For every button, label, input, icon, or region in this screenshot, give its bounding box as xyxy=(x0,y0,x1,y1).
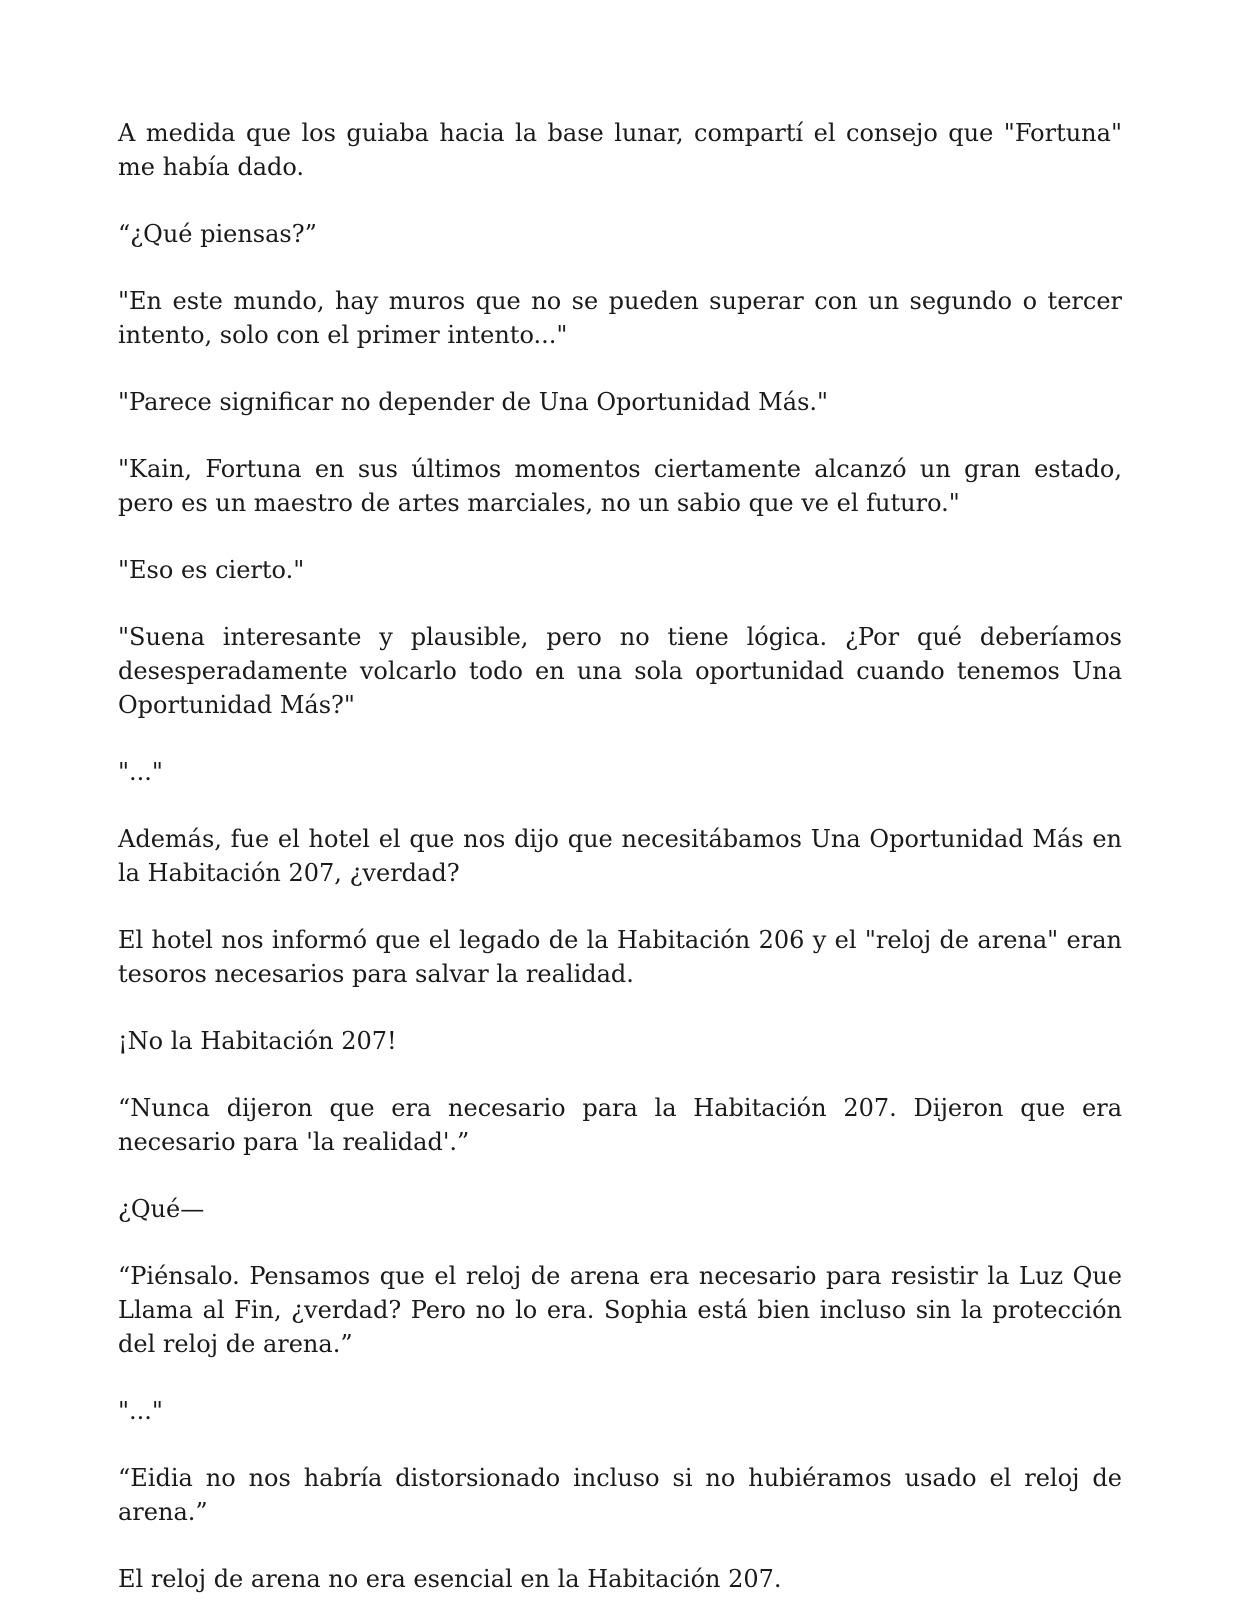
paragraph: "En este mundo, hay muros que no se pueden superar con un segundo o tercer intento, solo con el primer intento..." xyxy=(118,287,1122,349)
paragraph: "Parece significar no depender de Una Oportunidad Más." xyxy=(118,388,829,416)
paragraph: "Kain, Fortuna en sus últimos momentos ciertamente alcanzó un gran estado, pero es un maestro de artes marciales, no un sabio que ve el futuro." xyxy=(118,455,1122,517)
paragraph: A medida que los guiaba hacia la base lunar, compartí el consejo que "Fortuna" me había dado. xyxy=(118,119,1122,181)
paragraph: "..." xyxy=(118,1397,163,1425)
paragraph: "Suena interesante y plausible, pero no tiene lógica. ¿Por qué deberíamos desesperadamente volcarlo todo en una sola oportunidad cuando tenemos Una Oportunidad Más?" xyxy=(118,623,1122,719)
paragraph: "Eso es cierto." xyxy=(118,556,305,584)
paragraph: “Eidia no nos habría distorsionado incluso si no hubiéramos usado el reloj de arena.” xyxy=(118,1464,1122,1526)
paragraph: "..." xyxy=(118,758,163,786)
document-body xyxy=(118,116,1122,1617)
paragraph: “¿Qué piensas?” xyxy=(118,220,317,248)
paragraph: ¿Qué— xyxy=(118,1195,205,1223)
paragraph: El hotel nos informó que el legado de la Habitación 206 y el "reloj de arena" eran tesoros necesarios para salvar la realidad. xyxy=(118,926,1122,988)
paragraph: “Piénsalo. Pensamos que el reloj de arena era necesario para resistir la Luz Que Llama al Fin, ¿verdad? Pero no lo era. Sophia está bien incluso sin la protección del reloj de arena.” xyxy=(118,1262,1122,1358)
paragraph: ¡No la Habitación 207! xyxy=(118,1027,397,1055)
paragraph: “Nunca dijeron que era necesario para la Habitación 207. Dijeron que era necesario para 'la realidad'.” xyxy=(118,1094,1122,1156)
paragraph: Además, fue el hotel el que nos dijo que necesitábamos Una Oportunidad Más en la Habitación 207, ¿verdad? xyxy=(118,825,1122,887)
paragraph: El reloj de arena no era esencial en la Habitación 207. xyxy=(118,1565,782,1593)
